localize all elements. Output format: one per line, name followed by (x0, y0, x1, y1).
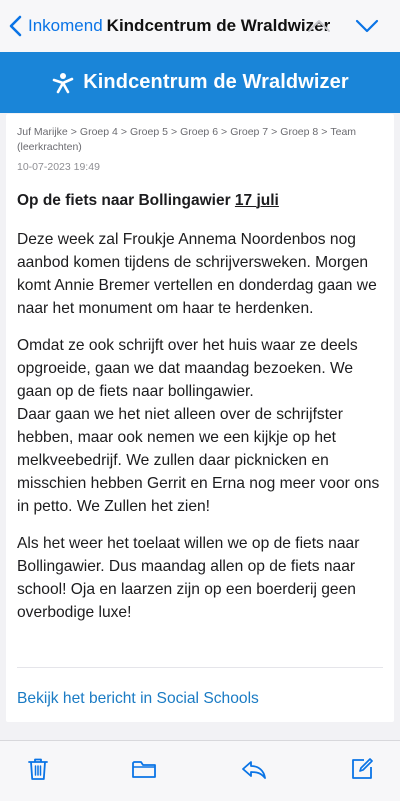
divider (17, 667, 383, 668)
message-body (17, 228, 391, 638)
delete-button[interactable] (24, 755, 52, 783)
body-paragraph: Als het weer het toelaat willen we op de fiets naar Bollingawier. Dus maandag allen op de fiets naar school! Oja en laarzen zijn op een boerderij geen overbodige luxe! (17, 535, 360, 621)
chevron-up-icon[interactable] (306, 14, 332, 38)
recipients-breadcrumb: Juf Marijke > Groep 4 > Groep 5 > Groep 6 > Groep 7 > Groep 8 > Team (leerkrachten) (17, 126, 357, 153)
social-schools-link[interactable]: Bekijk het bericht in Social Schools (17, 690, 259, 707)
breadcrumb-item: Team (leerkrachten) (17, 126, 357, 153)
compose-icon (348, 755, 376, 783)
chevron-left-icon (8, 15, 22, 37)
body-paragraph: Daar gaan we het niet alleen over de schrijfster hebben, maar ook nemen we een kijkje op het melkveebedrijf. We zullen daar picknicken en misschien hebben Gerrit en Erna nog meer voor ons in petto. We Zullen het zien! (17, 406, 380, 515)
school-logo-icon (51, 71, 75, 95)
trash-icon (24, 755, 52, 783)
folder-icon (130, 755, 158, 783)
subject-text: Op de fiets naar Bollingawier (17, 192, 231, 209)
back-button[interactable] (8, 15, 103, 37)
bottom-toolbar (0, 740, 400, 801)
body-paragraph: Omdat ze ook schrijft over het huis waar ze deels opgroeide, gaan we dat maandag bezoeken. We gaan op de fiets naar bollingawier. (17, 337, 358, 400)
chevron-down-icon[interactable] (354, 14, 380, 38)
nav-title: Kindcentrum de Wraldwizer (106, 16, 331, 35)
back-button-label: Inkomend (28, 16, 103, 35)
breadcrumb-item: Groep 6 (180, 126, 219, 138)
message-card (6, 114, 394, 722)
compose-button[interactable] (348, 755, 376, 783)
reply-button[interactable] (240, 755, 268, 783)
breadcrumb-item: Juf Marijke (17, 126, 68, 138)
move-button[interactable] (130, 755, 158, 783)
message-subject (17, 192, 279, 210)
breadcrumb-item: Groep 4 (79, 126, 118, 138)
subject-date-link[interactable]: 17 juli (234, 192, 279, 209)
navigation-bar (0, 0, 400, 52)
breadcrumb-item: Groep 8 (280, 126, 319, 138)
breadcrumb-item: Groep 5 (130, 126, 168, 138)
breadcrumb-item: Groep 7 (230, 126, 269, 138)
email-banner (0, 52, 400, 113)
reply-icon (240, 755, 268, 783)
message-date: 10-07-2023 19:49 (17, 161, 100, 173)
body-paragraph: Deze week zal Froukje Annema Noordenbos nog aanbod komen tijdens de schrijversweken. Morgen komt Annie Bremer vertellen en donderdag gaan we naar het monument om haar te herdenken. (17, 231, 377, 317)
banner-title: Kindcentrum de Wraldwizer (83, 71, 349, 93)
